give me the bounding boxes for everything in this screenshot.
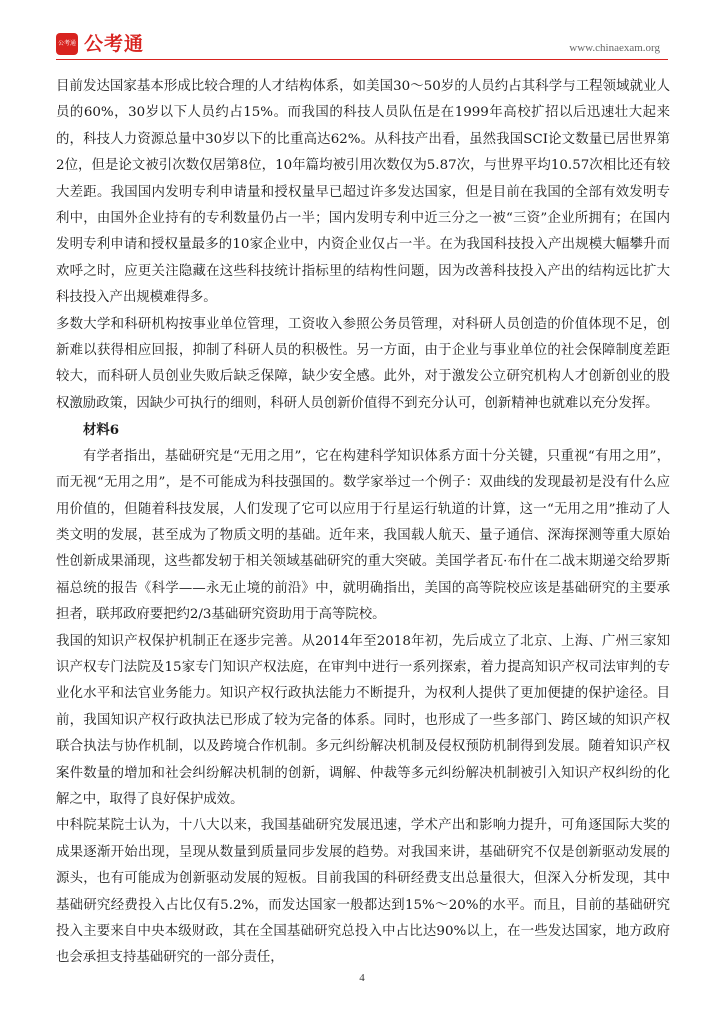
document-body — [56, 74, 670, 972]
brand-logo-text: 公考通 — [84, 33, 145, 55]
brand-logo-badge: 公考通 — [56, 33, 78, 55]
paragraph-academician-view: 中科院某院士认为，十八大以来，我国基础研究发展迅速，学术产出和影响力提升，可角逐国际大奖的成果逐渐开始出现，呈现从数量到质量同步发展的趋势。对我国来讲，基础研究不仅是创新驱动发展的源头，也有可能成为创新驱动发展的短板。目前我国的科研经费支出总量很大，但深入分析发现，其中基础研究经费投入占比仅有5.2%，而发达国家一般都达到15%～20%的水平。而且，目前的基础研究投入主要来自中央本级财政，其在全国基础研究总投入中占比达90%以上，在一些发达国家，地方政府也会承担支持基础研究的一部分责任， — [56, 818, 670, 966]
paragraph-institution-management: 多数大学和科研机构按事业单位管理，工资收入参照公务员管理，对科研人员创造的价值体现不足，创新难以获得相应回报，抑制了科研人员的积极性。另一方面，由于企业与事业单位的社会保障制度差距较大，而科研人员创业失败后缺乏保障，缺少安全感。此外，对于激发公立研究机构人才创新创业的股权激励政策，因缺少可执行的细则，科研人员创新价值得不到充分认可，创新精神也就难以充分发挥。 — [56, 316, 670, 411]
page-number: 4 — [359, 972, 365, 984]
paragraph-basic-research-value: 有学者指出，基础研究是“无用之用”，它在构建科学知识体系方面十分关键，只重视“有用之用”，而无视“无用之用”，是不可能成为科技强国的。数学家举过一个例子：双曲线的发现最初是没有什么应用价值的，但随着科技发展，人们发现了它可以应用于行星运行轨道的计算，这一“无用之用”推动了人类文明的发展，甚至成为了物质文明的基础。近年来，我国载人航天、量子通信、深海探测等重大原始性创新成果涌现，这些都发轫于相关领域基础研究的重大突破。美国学者瓦·布什在二战末期递交给罗斯福总统的报告《科学——永无止境的前沿》中，就明确指出，美国的高等院校应该是基础研究的主要承担者，联邦政府要把约2/3基础研究资助用于高等院校。 — [56, 448, 670, 623]
paragraph-ip-protection: 我国的知识产权保护机制正在逐步完善。从2014年至2018年初，先后成立了北京、上海、广州三家知识产权专门法院及15家专门知识产权法庭，在审判中进行一系列探索，着力提高知识产权司法审判的专业化水平和法官业务能力。知识产权行政执法能力不断提升，为权利人提供了更加便捷的保护途径。目前，我国知识产权行政执法已形成了较为完备的体系。同时，也形成了一些多部门、跨区域的知识产权联合执法与协作机制，以及跨境合作机制。多元纠纷解决机制及侵权预防机制得到发展。随着知识产权案件数量的增加和社会纠纷解决机制的创新，调解、仲裁等多元纠纷解决机制被引入知识产权纠纷的化解之中，取得了良好保护成效。 — [56, 633, 670, 807]
section-heading-material-6: 材料6 — [83, 422, 120, 439]
site-url: www.chinaexam.org — [569, 42, 660, 54]
header-divider — [56, 59, 668, 60]
paragraph-talent-structure: 目前发达国家基本形成比较合理的人才结构体系，如美国30～50岁的人员约占其科学与工程领域就业人员的60%，30岁以下人员约占15%。而我国的科技人员队伍是在1999年高校扩招以后迅速壮大起来的，科技人力资源总量中30岁以下的比重高达62%。从科技产出看，虽然我国SCI论文数量已居世界第2位，但是论文被引次数仅居第8位，10年篇均被引用次数仅为5.87次，与世界平均10.57次相比还有较大差距。我国国内发明专利申请量和授权量早已超过许多发达国家，但是目前在我国的全部有效发明专利中，由国外企业持有的专利数量仍占一半；国内发明专利中近三分之一被“三资”企业所拥有；在国内发明专利申请和授权量最多的10家企业中，内资企业仅占一半。在为我国科技投入产出规模大幅攀升而欢呼之时，应更关注隐藏在这些科技统计指标里的结构性问题，因为改善科技投入产出的结构远比扩大科技投入产出规模难得多。 — [56, 79, 670, 306]
page-header — [0, 0, 724, 64]
